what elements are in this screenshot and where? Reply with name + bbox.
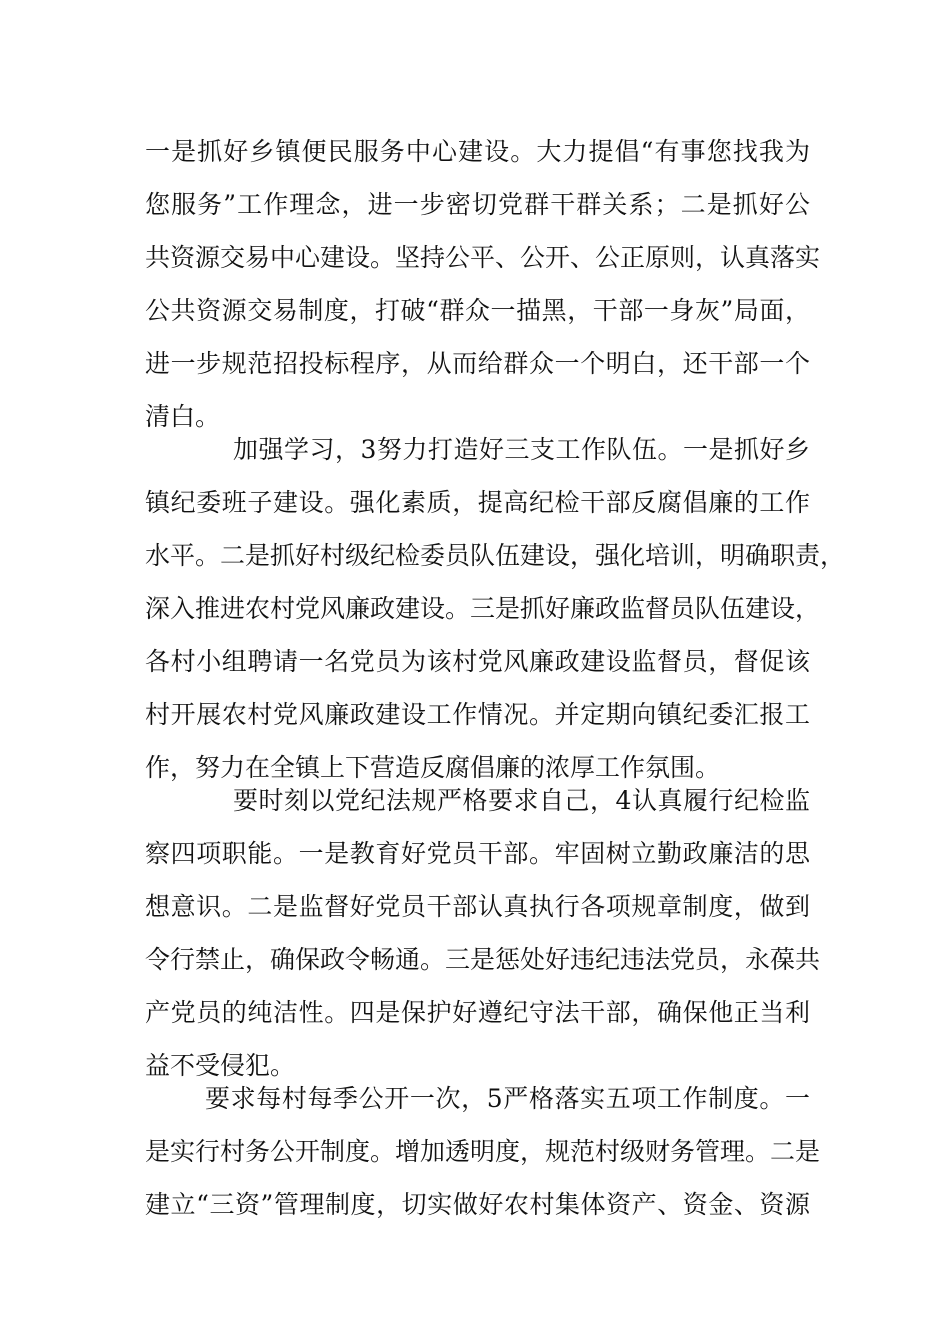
text-line: 要时刻以党纪法规严格要求自己，4认真履行纪检监 xyxy=(233,786,810,815)
text-line: 深入推进农村党风廉政建设。三是抓好廉政监督员队伍建设， xyxy=(145,594,821,623)
text-line: 镇纪委班子建设。强化素质，提高纪检干部反腐倡廉的工作 xyxy=(145,488,810,517)
text-line: 进一步规范招投标程序，从而给群众一个明白，还干部一个 xyxy=(145,349,810,378)
text-line: 公共资源交易制度，打破“群众一描黑，干部一身灰”局面， xyxy=(145,296,810,325)
text-line: 共资源交易中心建设。坚持公平、公开、公正原则，认真落实 xyxy=(145,243,821,272)
text-line: 产党员的纯洁性。四是保护好遵纪守法干部，确保他正当利 xyxy=(145,998,810,1027)
paragraph-2 xyxy=(145,423,846,794)
text-line: 各村小组聘请一名党员为该村党风廉政建设监督员，督促该 xyxy=(145,647,810,676)
text-line: 是实行村务公开制度。增加透明度，规范村级财务管理。二是 xyxy=(145,1137,821,1166)
text-line: 您服务”工作理念，进一步密切党群干群关系；二是抓好公 xyxy=(145,190,810,219)
text-line: 作，努力在全镇上下营造反腐倡廉的浓厚工作氛围。 xyxy=(145,753,721,782)
text-line: 想意识。二是监督好党员干部认真执行各项规章制度，做到 xyxy=(145,892,810,921)
paragraph-3 xyxy=(145,774,821,1092)
text-line: 加强学习，3努力打造好三支工作队伍。一是抓好乡 xyxy=(233,435,810,464)
paragraph-4 xyxy=(145,1072,821,1231)
text-line: 建立“三资”管理制度，切实做好农村集体资产、资金、资源 xyxy=(145,1190,810,1219)
paragraph-1 xyxy=(145,125,821,443)
text-line: 水平。二是抓好村级纪检委员队伍建设，强化培训，明确职责， xyxy=(145,541,846,570)
text-line: 要求每村每季公开一次，5严格落实五项工作制度。一 xyxy=(205,1084,810,1113)
text-line: 察四项职能。一是教育好党员干部。牢固树立勤政廉洁的思 xyxy=(145,839,810,868)
text-line: 清白。 xyxy=(145,402,221,431)
text-line: 村开展农村党风廉政建设工作情况。并定期向镇纪委汇报工 xyxy=(145,700,810,729)
text-line: 益不受侵犯。 xyxy=(145,1051,296,1080)
text-line: 令行禁止，确保政令畅通。三是惩处好违纪违法党员，永葆共 xyxy=(145,945,821,974)
text-line: 一是抓好乡镇便民服务中心建设。大力提倡“有事您找我为 xyxy=(145,137,810,166)
